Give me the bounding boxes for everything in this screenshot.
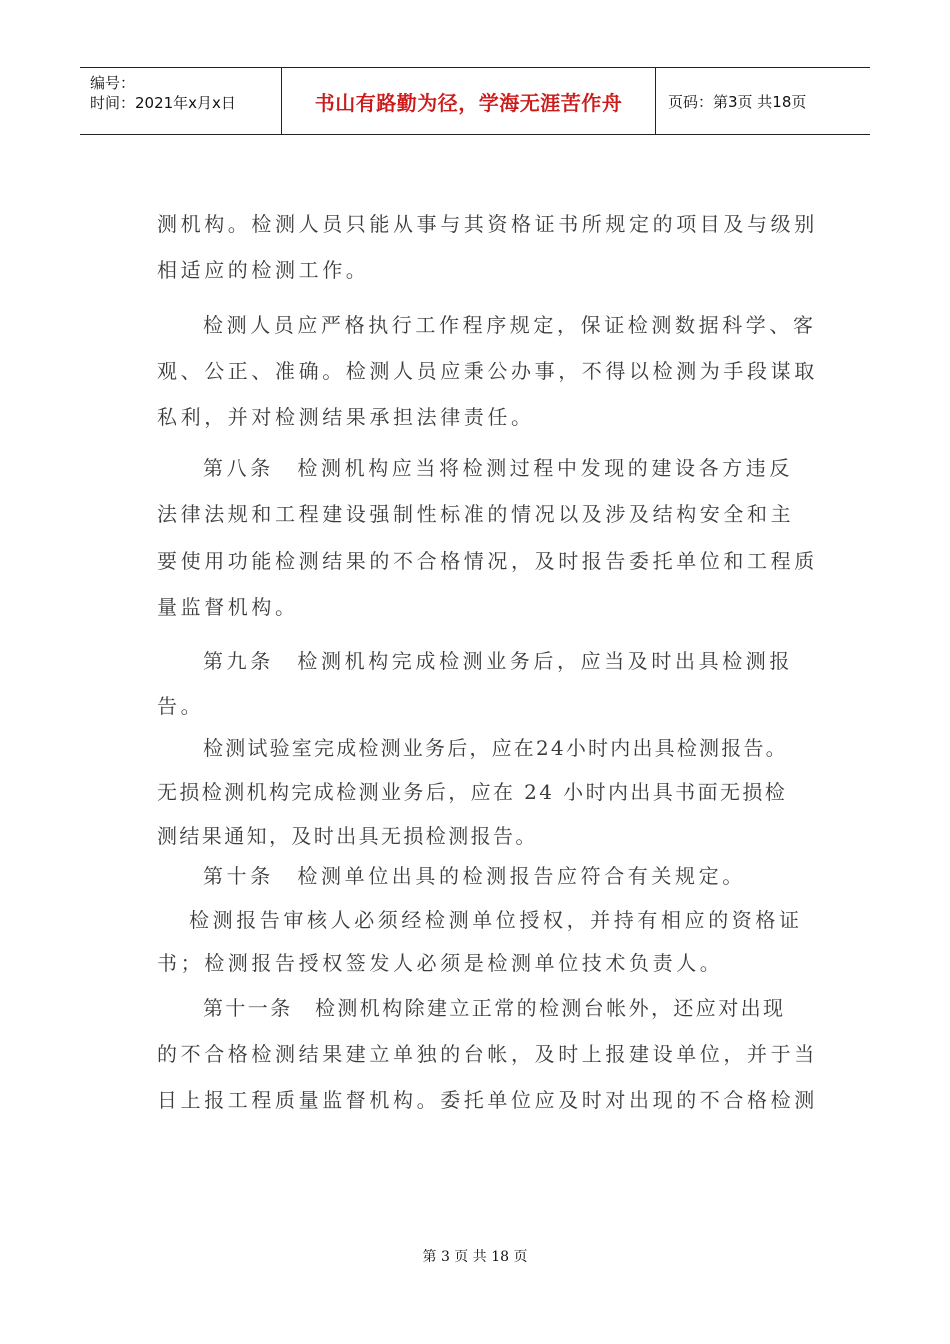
header-motto: 书山有路勤为径，学海无涯苦作舟 [314, 90, 623, 115]
header-motto-cell [282, 68, 656, 134]
body-line-1: 测机构。检测人员只能从事与其资格证书所规定的项目及与级别 [157, 212, 818, 236]
header-table [80, 67, 870, 135]
body-line-4: 观、公正、准确。检测人员应秉公办事，不得以检测为手段谋取 [157, 359, 818, 383]
body-line-18: 第十一条 检测机构除建立正常的检测台帐外，还应对出现 [203, 996, 786, 1020]
document-time-label: 时间：2021年x月x日 [90, 94, 236, 112]
body-line-3: 检测人员应严格执行工作程序规定，保证检测数据科学、客 [203, 313, 817, 337]
body-line-16: 检测报告审核人必须经检测单位授权，并持有相应的资格证 [189, 908, 803, 932]
body-line-9: 量监督机构。 [157, 595, 299, 619]
header-page-code: 页码：第3页 共18页 [668, 92, 807, 111]
body-line-2: 相适应的检测工作。 [157, 258, 370, 282]
body-line-13: 无损检测机构完成检测业务后，应在 24 小时内出具书面无损检 [157, 780, 788, 804]
body-line-15: 第十条 检测单位出具的检测报告应符合有关规定。 [203, 864, 746, 888]
page-footer: 第 3 页 共 18 页 [422, 1249, 528, 1265]
header-page-cell [656, 68, 870, 134]
body-line-5: 私利，并对检测结果承担法律责任。 [157, 405, 535, 429]
body-line-8: 要使用功能检测结果的不合格情况，及时报告委托单位和工程质 [157, 549, 818, 573]
header-info-cell [80, 68, 282, 134]
body-line-19: 的不合格检测结果建立单独的台帐，及时上报建设单位，并于当 [157, 1042, 818, 1066]
body-line-20: 日上报工程质量监督机构。委托单位应及时对出现的不合格检测 [157, 1088, 818, 1112]
body-line-17: 书；检测报告授权签发人必须是检测单位技术负责人。 [157, 951, 724, 975]
body-line-12: 检测试验室完成检测业务后，应在24小时内出具检测报告。 [203, 736, 788, 760]
document-number-label: 编号： [90, 74, 136, 92]
body-line-6: 第八条 检测机构应当将检测过程中发现的建设各方违反 [203, 456, 793, 480]
body-line-14: 测结果通知，及时出具无损检测报告。 [157, 824, 538, 848]
body-line-10: 第九条 检测机构完成检测业务后，应当及时出具检测报 [203, 649, 793, 673]
body-line-11: 告。 [157, 694, 205, 718]
body-line-7: 法律法规和工程建设强制性标准的情况以及涉及结构安全和主 [157, 502, 795, 526]
